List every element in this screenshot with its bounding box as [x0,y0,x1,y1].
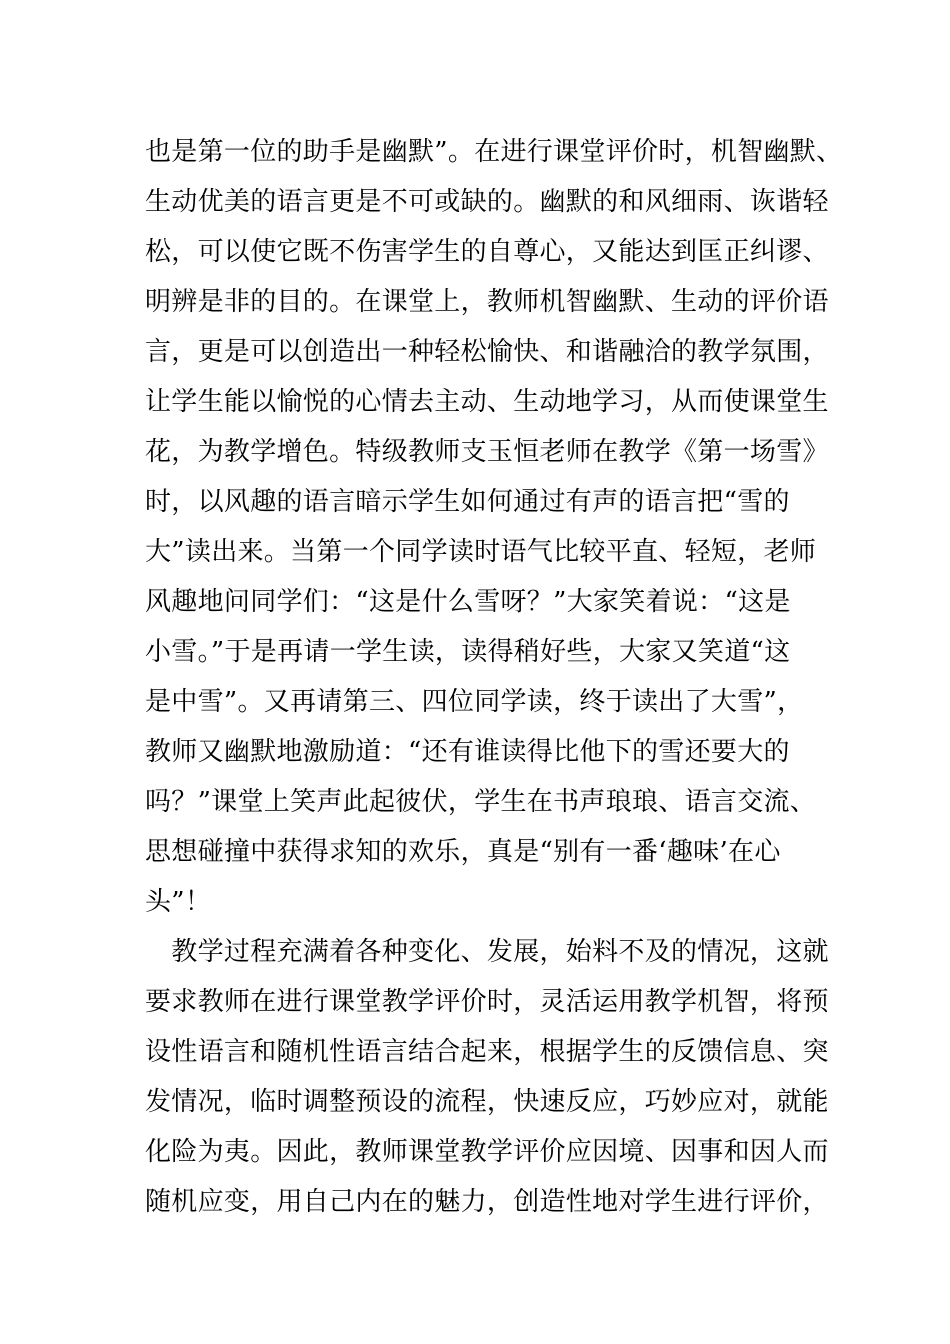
text-line: 生动优美的语言更是不可或缺的。幽默的和风细雨、诙谐轻 [145,187,829,217]
text-line: 松，可以使它既不伤害学生的自尊心，又能达到匡正纠谬、 [145,237,829,267]
text-line: 发情况，临时调整预设的流程，快速反应，巧妙应对，就能 [145,1087,829,1117]
text-line: 大”读出来。当第一个同学读时语气比较平直、轻短，老师 [145,537,817,567]
text-line: 也是第一位的助手是幽默”。在进行课堂评价时，机智幽默、 [145,137,843,167]
text-line: 明辨是非的目的。在课堂上，教师机智幽默、生动的评价语 [145,287,829,317]
text-line: 吗？”课堂上笑声此起彼伏，学生在书声琅琅、语言交流、 [145,787,817,817]
text-line: 思想碰撞中获得求知的欢乐，真是“别有一番‘趣味’在心 [145,837,781,867]
text-line: 言，更是可以创造出一种轻松愉快、和谐融洽的教学氛围， [145,337,829,367]
text-line: 小雪。”于是再请一学生读，读得稍好些，大家又笑道“这 [145,637,791,667]
text-line: 花，为教学增色。特级教师支玉恒老师在教学《第一场雪》 [145,437,829,467]
text-line: 是中雪”。又再请第三、四位同学读，终于读出了大雪”， [145,687,804,717]
text-line: 时，以风趣的语言暗示学生如何通过有声的语言把“雪的 [145,487,790,517]
text-line: 风趣地问同学们：“这是什么雪呀？”大家笑着说：“这是 [145,587,791,617]
text-line: 化险为夷。因此，教师课堂教学评价应因境、因事和因人而 [145,1137,829,1167]
text-line: 教师又幽默地激励道：“还有谁读得比他下的雪还要大的 [145,737,790,767]
text-line: 教学过程充满着各种变化、发展，始料不及的情况，这就 [145,937,829,967]
text-line: 设性语言和随机性语言结合起来，根据学生的反馈信息、突 [145,1037,829,1067]
text-line: 让学生能以愉悦的心情去主动、生动地学习，从而使课堂生 [145,387,829,417]
text-line: 要求教师在进行课堂教学评价时，灵活运用教学机智，将预 [145,987,829,1017]
text-line: 头”！ [145,887,212,917]
text-line: 随机应变，用自己内在的魅力，创造性地对学生进行评价， [145,1187,829,1217]
